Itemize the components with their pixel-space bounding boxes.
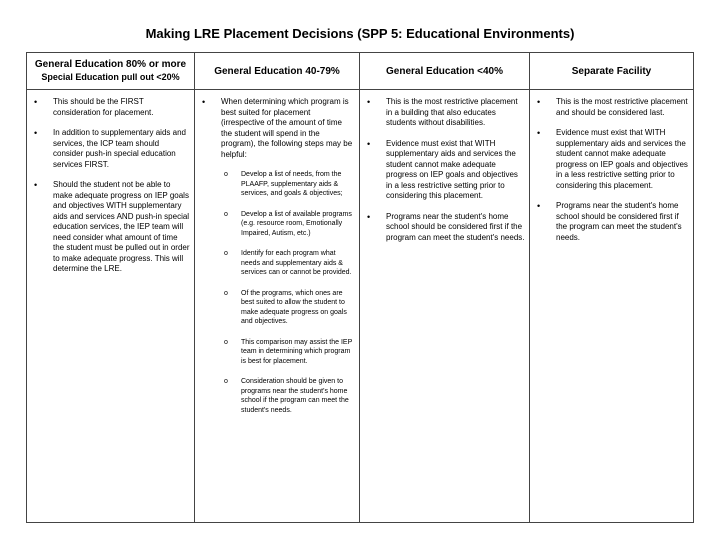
list-item: • Programs near the student's home school should be considered first if the program can meet the student's needs. bbox=[367, 211, 525, 242]
cell-separate-facility bbox=[530, 90, 694, 523]
bullet-icon: • bbox=[202, 97, 206, 107]
lre-placement-table bbox=[26, 52, 694, 523]
list-item: • In addition to supplementary aids and services, the ICP team should consider push-in special education services FIRST. bbox=[34, 128, 186, 169]
circle-bullet-icon: o bbox=[224, 338, 228, 346]
circle-bullet-icon: o bbox=[224, 210, 228, 218]
list-item: • When determining which program is best suited for placement (irrespective of the amount of time the student will spend in the program), the following steps may be helpful: o Develop a list of needs, from the PLAAFP, supplementary aids & services, and goals & objectives; o Develop a list of available programs (e.g. resource room, Emotionally Impaired, Autism, etc.) o Identify for each program what needs and supplementary aids & services can or cannot be provided. o Of the programs, which ones are best suited to allow the student to make adequate progress on goals and objectives. o This comparison may assist the IEP team in determining which program is best for placement. o Consideration should be given to programs near the student's home school if the program can meet the student's needs. bbox=[199, 97, 355, 415]
header-gen-ed-80-line2: Special Education pull out <20% bbox=[41, 72, 180, 82]
sub-list-item: o This comparison may assist the IEP team in determining which program is best for placement. bbox=[224, 338, 353, 365]
page-title: Making LRE Placement Decisions (SPP 5: Educational Environments) bbox=[145, 26, 575, 41]
header-gen-ed-under-40: General Education <40% bbox=[360, 53, 530, 90]
bullet-icon: • bbox=[367, 211, 371, 222]
circle-bullet-icon: o bbox=[224, 171, 228, 178]
sub-list-item: o Consideration should be given to programs near the student's home school if the program can meet the student's needs. bbox=[224, 378, 349, 414]
cell-gen-ed-80 bbox=[27, 90, 195, 523]
list-item: • Evidence must exist that WITH supplementary aids and services the student cannot make adequate progress on IEP goals and objectives in a less restrictive setting prior to considering this placement. bbox=[537, 128, 688, 190]
bullet-icon: • bbox=[34, 128, 38, 138]
header-row bbox=[27, 53, 694, 90]
bullet-icon: • bbox=[367, 97, 371, 107]
sub-list-item: o Develop a list of needs, from the PLAAFP, supplementary aids & services, and goals & objectives; bbox=[224, 171, 343, 197]
cell-gen-ed-under-40 bbox=[360, 90, 530, 523]
bullet-icon: • bbox=[34, 97, 38, 107]
sub-list-item: o Develop a list of available programs (e.g. resource room, Emotionally Impaired, Autism, etc.) bbox=[224, 210, 352, 237]
header-gen-ed-40-79: General Education 40-79% bbox=[195, 53, 360, 90]
list-item: • This is the most restrictive placement in a building that also educates students without disabilities. bbox=[367, 97, 518, 127]
bullet-icon: • bbox=[367, 138, 371, 149]
sub-list-item: o Identify for each program what needs and supplementary aids & services can or cannot be provided. bbox=[224, 250, 352, 276]
cell-gen-ed-40-79 bbox=[195, 90, 360, 523]
header-separate-facility: Separate Facility bbox=[530, 53, 694, 90]
content-row bbox=[27, 90, 694, 523]
sub-list-item: o Of the programs, which ones are best suited to allow the student to make adequate progress on goals and objectives. bbox=[224, 289, 347, 325]
list-item: • Should the student not be able to make adequate progress on IEP goals and objectives WITH supplementary aids and services AND push-in special education services, the IEP team will need consider what amount of time the student must be pulled out in order to make adequate progress. This will determine the LRE. bbox=[34, 180, 190, 273]
list-item: • This is the most restrictive placement and should be considered last. bbox=[537, 97, 688, 117]
header-gen-ed-80-line1: General Education 80% or more bbox=[34, 59, 187, 70]
bullet-icon: • bbox=[537, 201, 541, 211]
list-item: • This should be the FIRST consideration for placement. bbox=[34, 97, 154, 117]
circle-bullet-icon: o bbox=[224, 250, 228, 257]
circle-bullet-icon: o bbox=[224, 289, 228, 297]
bullet-icon: • bbox=[537, 128, 541, 138]
list-item: • Evidence must exist that WITH supplementary aids and services the student cannot make adequate progress on IEP goals and objectives in a less restrictive setting prior to considering this placement. bbox=[367, 138, 518, 200]
circle-bullet-icon: o bbox=[224, 378, 228, 385]
list-item: • Programs near the student's home school should be considered first if the program can meet the student's needs. bbox=[537, 201, 682, 242]
bullet-icon: • bbox=[537, 97, 541, 107]
header-gen-ed-80 bbox=[27, 53, 195, 90]
bullet-icon: • bbox=[34, 180, 38, 190]
